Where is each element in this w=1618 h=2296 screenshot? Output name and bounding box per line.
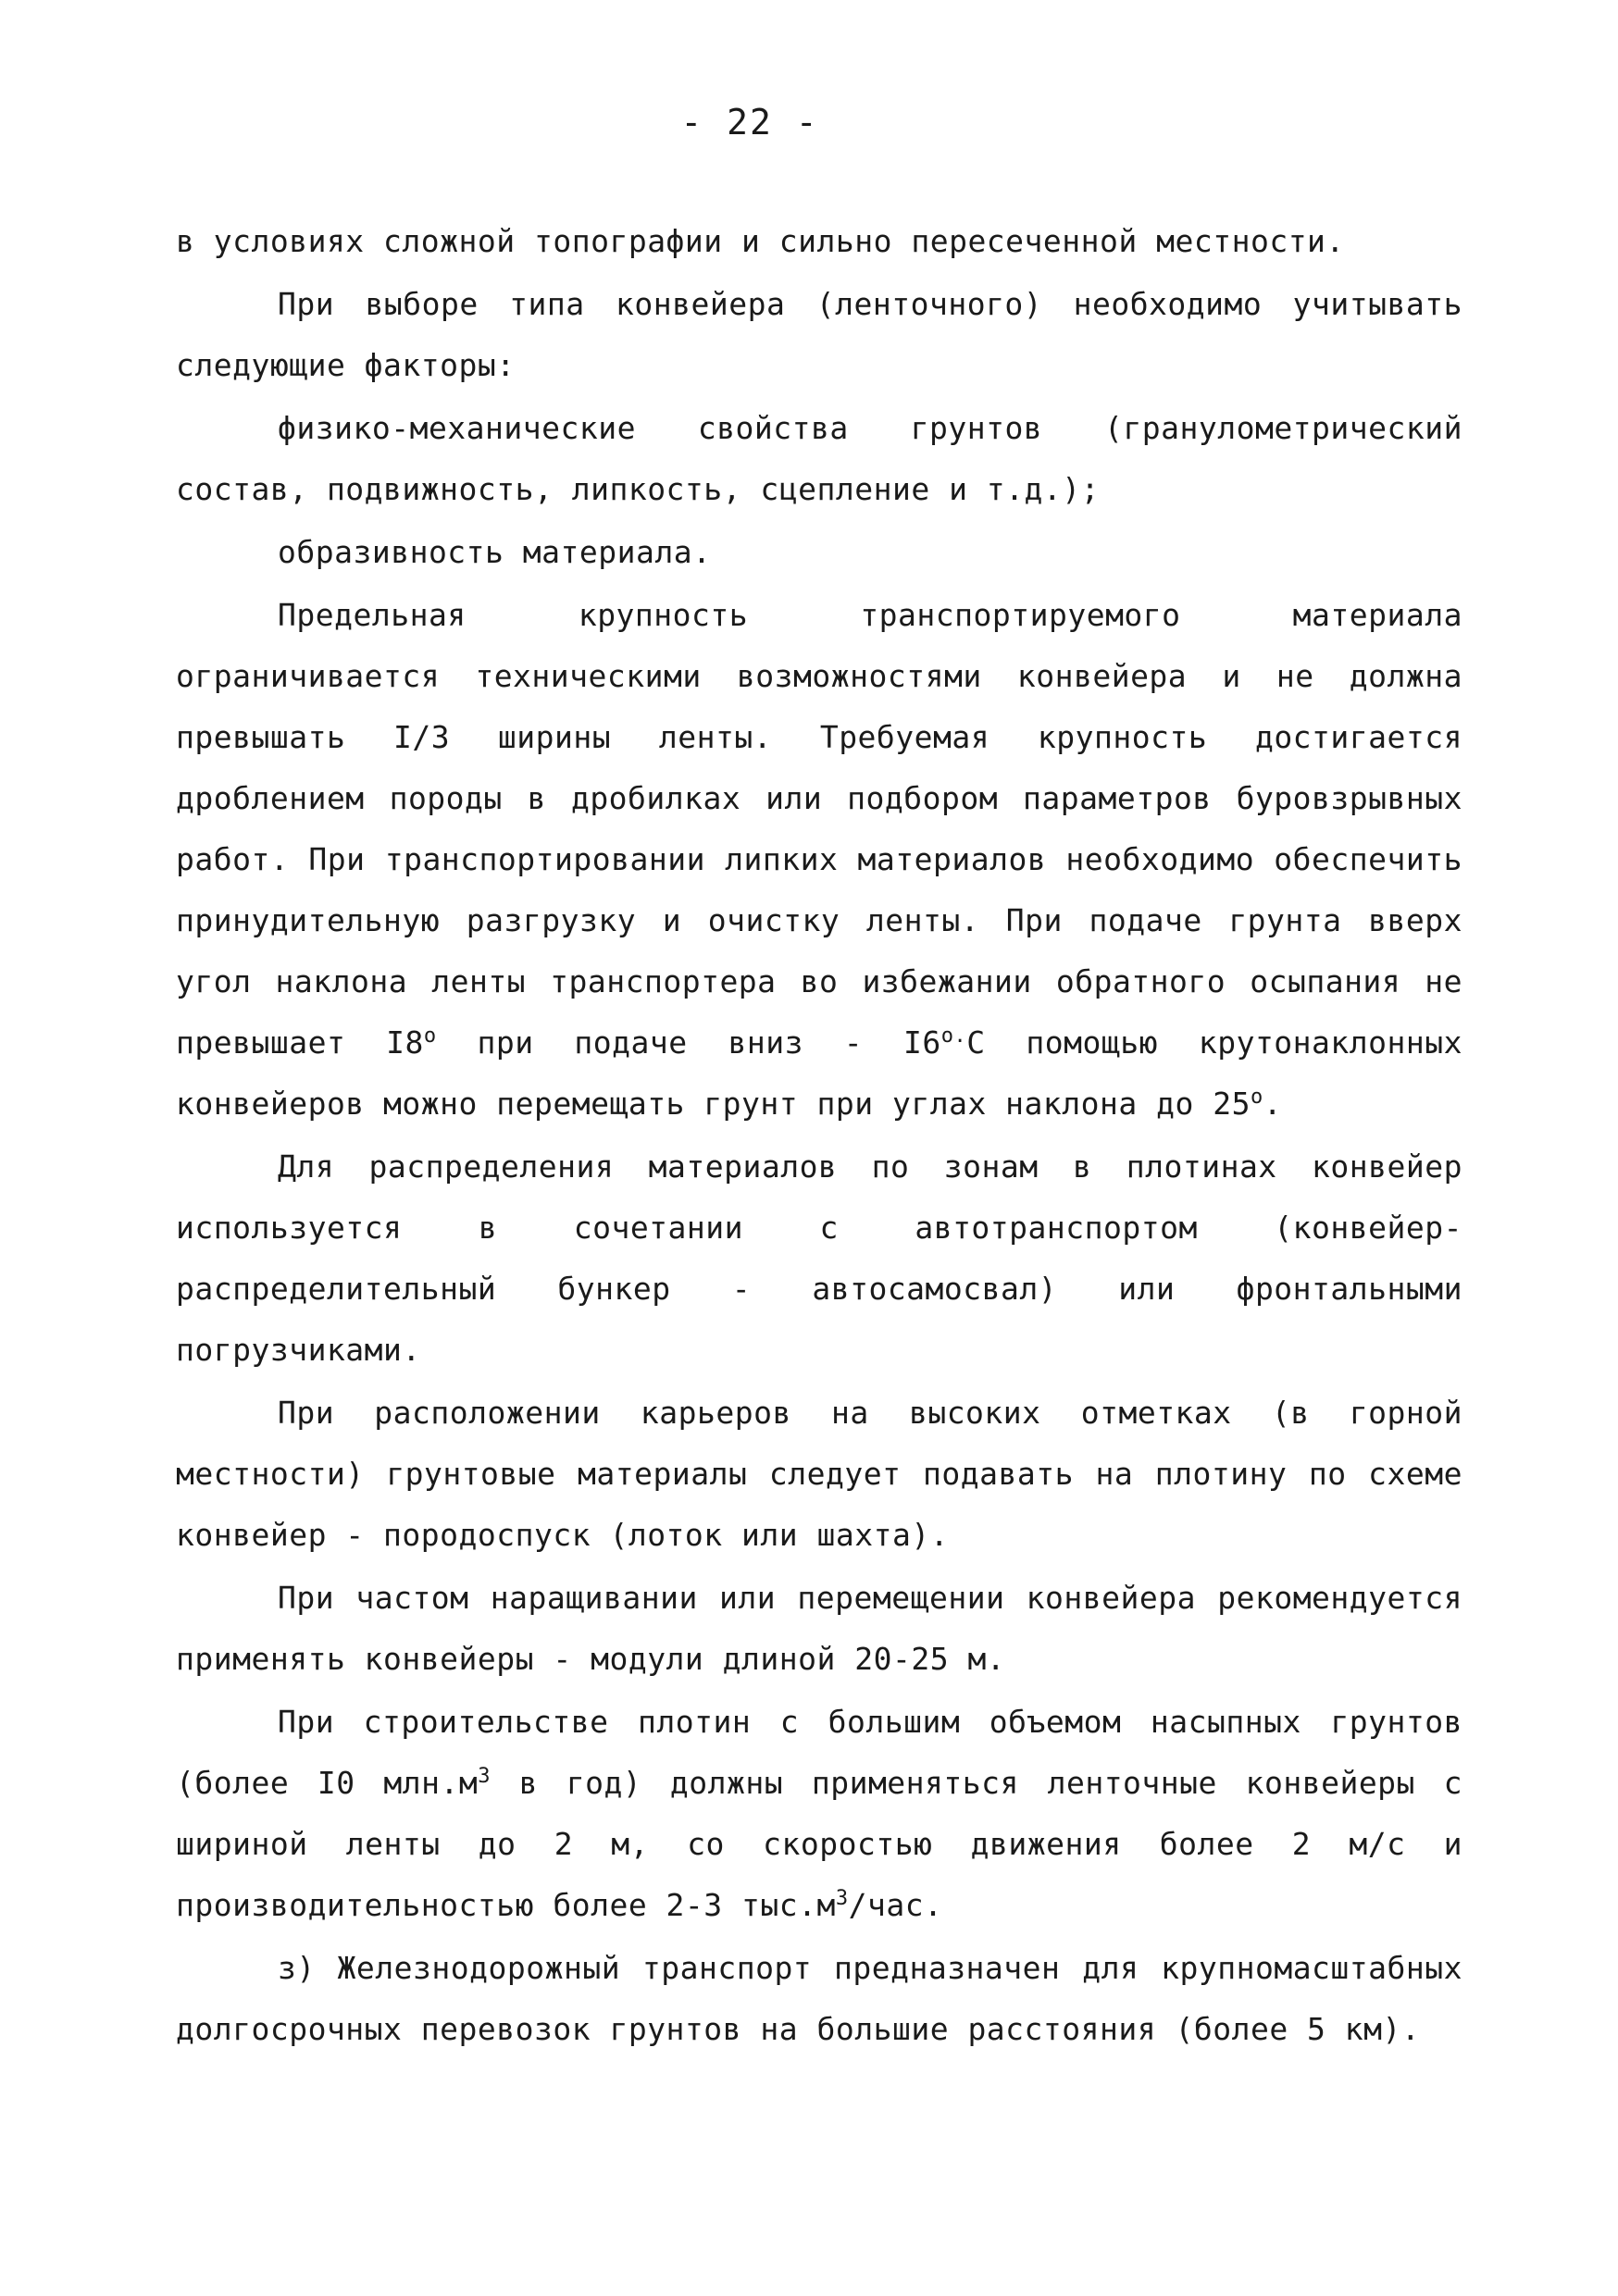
document-body xyxy=(176,211,1462,2060)
degree-mark: о xyxy=(423,1024,437,1048)
max-size-text-b: при подаче вниз - I6 xyxy=(436,1024,941,1061)
paragraph-factor-abrasiveness: образивность материала. xyxy=(278,534,712,570)
large-volume-text-a: При строительстве плотин с большим объемом насыпных грунтов (более I0 млн.м xyxy=(176,1704,1462,1801)
large-volume-text-b: в год) должны применяться ленточные конвейеры с шириной ленты до 2 м, со скоростью движения более 2 м/с и производительностью более 2-3 тыс.м xyxy=(176,1765,1462,1923)
paragraph-distribution: Для распределения материалов по зонам в плотинах конвейер используется в сочетании с автотранспортом (конвейер-распределительный бункер - автосамосвал) или фронтальными погрузчиками. xyxy=(176,1148,1462,1368)
max-size-text: Предельная крупность транспортируемого материала ограничивается техническими возможностями конвейера и не должна превышать I/3 ширины ленты. Требуемая крупность достигается дроблением породы в дробилках или подбором параметров буровзрывных работ. При транспортировании липких материалов необходимо обеспечить принудительную разгрузку и очистку ленты. При подаче грунта вверх угол наклона ленты транспортера во избежании обратного осыпания не превышает I8 xyxy=(176,597,1462,1061)
cube-mark: 3 xyxy=(478,1765,491,1788)
degree-mark-c: о xyxy=(1250,1086,1263,1109)
page-number: - 22 - xyxy=(680,102,819,143)
paragraph-max-size xyxy=(176,585,1462,1135)
paragraph-quarry-location: При расположении карьеров на высоких отметках (в горной местности) грунтовые материалы следует подавать на плотину по схеме конвейер - породоспуск (лоток или шахта). xyxy=(176,1395,1462,1553)
cube-mark-b: 3 xyxy=(835,1887,849,1910)
degree-mark-b: о. xyxy=(940,1024,967,1048)
large-volume-text-c: /час. xyxy=(848,1887,943,1923)
paragraph-conveyor-choice: При выборе типа конвейера (ленточного) необходимо учитывать следующие факторы: xyxy=(176,286,1462,383)
paragraph-conveyor-modules: При частом наращивании или перемещении конвейера рекомендуется применять конвейеры - модули длиной 20-25 м. xyxy=(176,1580,1462,1677)
paragraph-continuation: в условиях сложной топографии и сильно пересеченной местности. xyxy=(176,223,1345,259)
paragraph-factor-soil-properties: физико-механические свойства грунтов (гранулометрический состав, подвижность, липкость, сцепление и т.д.); xyxy=(176,410,1462,507)
period-mark: . xyxy=(1263,1086,1283,1122)
paragraph-railway: з) Железнодорожный транспорт предназначен для крупномасштабных долгосрочных перевозок грунтов на большие расстояния (более 5 км). xyxy=(176,1950,1462,2047)
paragraph-large-volume xyxy=(176,1692,1462,1936)
max-size-text-c: С помощью крутонаклонных конвейеров можно перемещать грунт при углах наклона до 25 xyxy=(176,1024,1462,1122)
